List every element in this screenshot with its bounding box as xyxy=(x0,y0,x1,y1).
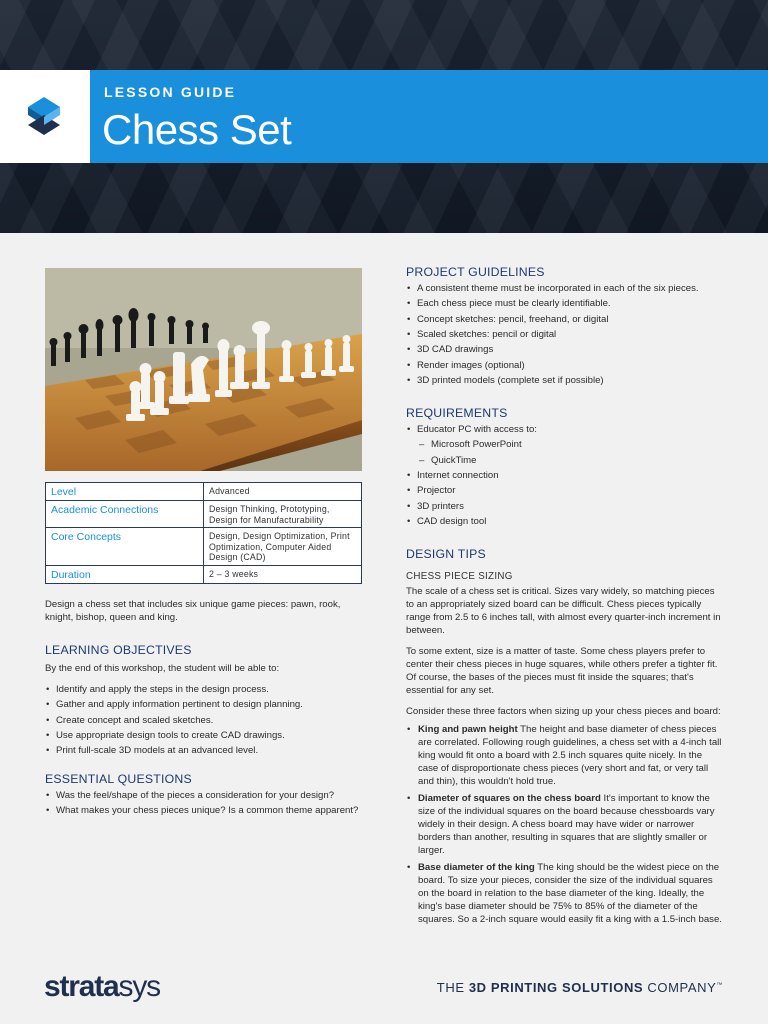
stratasys-logo-icon xyxy=(28,97,60,135)
header-banner xyxy=(0,0,768,233)
logo-box xyxy=(0,70,90,163)
learning-objectives-section xyxy=(45,643,370,761)
list-item: • Gather and apply information pertinent to design planning. xyxy=(45,699,370,712)
learning-objectives-list xyxy=(45,684,370,758)
requirements-heading: REQUIREMENTS xyxy=(406,406,508,420)
tip-title: Diameter of squares on the chess board xyxy=(418,793,601,805)
list-subitem: – Microsoft PowerPoint xyxy=(406,439,726,452)
design-tips-paragraph: Consider these three factors when sizing up your chess pieces and board: xyxy=(406,705,721,717)
project-guidelines-heading: PROJECT GUIDELINES xyxy=(406,265,545,279)
table-row xyxy=(46,483,362,501)
list-item: • Print full-scale 3D models at an advanced level. xyxy=(45,745,370,758)
chess-piece-sizing-subheading: CHESS PIECE SIZING xyxy=(406,571,513,582)
design-tips-section xyxy=(406,547,724,931)
list-item: • Was the feel/shape of the pieces a consideration for your design? xyxy=(45,790,370,803)
page-title: Chess Set xyxy=(102,106,292,153)
wordmark-light: sys xyxy=(118,970,160,1003)
list-item: • A consistent theme must be incorporated in each of the six pieces. xyxy=(406,283,726,296)
level-value: Advanced xyxy=(204,483,362,501)
academic-connections-value: Design Thinking, Prototyping, Design for Manufacturability xyxy=(204,501,362,528)
list-item: • Use appropriate design tools to create CAD drawings. xyxy=(45,730,370,743)
list-item: • CAD design tool xyxy=(406,516,726,529)
company-tagline xyxy=(437,980,723,995)
list-subitem: – QuickTime xyxy=(406,455,726,468)
essential-questions-heading: ESSENTIAL QUESTIONS xyxy=(45,772,192,786)
tagline-post: COMPANY xyxy=(643,980,717,995)
design-tips-paragraph: To some extent, size is a matter of taste. Some chess players prefer to center their chess pieces in huge squares, while others prefer a tighter fit. Of course, the bases of the pieces must fit inside the squares; that's essential for any set. xyxy=(406,645,718,696)
duration-label: Duration xyxy=(46,565,204,583)
list-item: • Projector xyxy=(406,485,726,498)
tagline-pre: THE xyxy=(436,980,469,995)
list-item: • Concept sketches: pencil, freehand, or digital xyxy=(406,314,726,327)
list-item: • Scaled sketches: pencil or digital xyxy=(406,329,726,342)
table-row xyxy=(46,501,362,528)
tip-text: It's important to know the size of the individual squares on the board because chessboards vary widely in their design. A chess board may have wider or narrower borders than another, resulting in squares that are slightly smaller or larger. xyxy=(418,793,715,856)
tip-text: The height and base diameter of chess pieces are correlated. Following rough guidelines, a chess set with a 4-inch tall king would fit onto a board with 2.5 inch squares quite nicely. In the case of disproportionate chess pieces (very short and fat, or very tall and thin), this wouldn't hold true. xyxy=(418,724,722,788)
tip-title: Base diameter of the king xyxy=(418,861,535,873)
list-item: • Render images (optional) xyxy=(406,360,726,373)
learning-objectives-lead: By the end of this workshop, the student will be able to: xyxy=(45,663,280,674)
list-item xyxy=(406,724,724,789)
list-item: • What makes your chess pieces unique? Is a common theme apparent? xyxy=(45,805,370,818)
list-item: • 3D CAD drawings xyxy=(406,344,726,357)
trademark-mark: ™ xyxy=(716,982,723,989)
learning-objectives-heading: LEARNING OBJECTIVES xyxy=(45,643,192,657)
table-row xyxy=(46,565,362,583)
academic-connections-label: Academic Connections xyxy=(46,501,204,528)
core-concepts-label: Core Concepts xyxy=(46,528,204,566)
list-item: • Identify and apply the steps in the design process. xyxy=(45,684,370,697)
list-item: • Create concept and scaled sketches. xyxy=(45,715,370,728)
list-item: • Educator PC with access to: xyxy=(406,424,726,437)
list-item xyxy=(406,793,724,858)
intro-paragraph: Design a chess set that includes six unique game pieces: pawn, rook, knight, bishop, queen and king. xyxy=(45,599,341,623)
list-item: • Each chess piece must be clearly identifiable. xyxy=(406,298,726,311)
list-item xyxy=(406,862,724,927)
lesson-guide-kicker: LESSON GUIDE xyxy=(104,84,237,100)
level-label: Level xyxy=(46,483,204,501)
wordmark-bold: strata xyxy=(44,970,119,1003)
tip-text: The king should be the widest piece on the board. To size your pieces, consider the size of the individual squares on the board in relation to the base diameter of the king. Ideally, the king's base diameter should be 75% to 85% of the diameter of the squares. So a 2-inch square would easily fit a king with a 1.5-inch base. xyxy=(418,861,722,925)
project-guidelines-list xyxy=(406,283,726,388)
title-box xyxy=(90,70,768,163)
essential-questions-list xyxy=(45,790,370,818)
essential-questions-section xyxy=(45,772,370,821)
design-tips-paragraph: The scale of a chess set is critical. Sizes vary widely, so matching pieces to an appropriately sized board can be difficult. Chess pieces typically range from 2.5 to 6 inches tall, with almost every quarter-inch increment in between. xyxy=(406,586,721,636)
stratasys-wordmark xyxy=(44,970,160,1004)
list-item: • 3D printed models (complete set if possible) xyxy=(406,375,726,388)
design-tips-heading: DESIGN TIPS xyxy=(406,547,486,561)
requirements-section xyxy=(406,406,726,531)
chess-board-photo xyxy=(45,268,362,471)
requirements-list xyxy=(406,424,726,529)
project-guidelines-section xyxy=(406,265,726,390)
tagline-bold: 3D PRINTING SOLUTIONS xyxy=(468,980,644,995)
tip-title: King and pawn height xyxy=(418,724,518,736)
list-item: • 3D printers xyxy=(406,501,726,514)
sizing-factors-list xyxy=(406,724,724,926)
lesson-info-table xyxy=(45,482,362,584)
table-row xyxy=(46,528,362,566)
list-item: • Internet connection xyxy=(406,470,726,483)
duration-value: 2 – 3 weeks xyxy=(204,565,362,583)
core-concepts-value: Design, Design Optimization, Print Optimization, Computer Aided Design (CAD) xyxy=(204,528,362,566)
